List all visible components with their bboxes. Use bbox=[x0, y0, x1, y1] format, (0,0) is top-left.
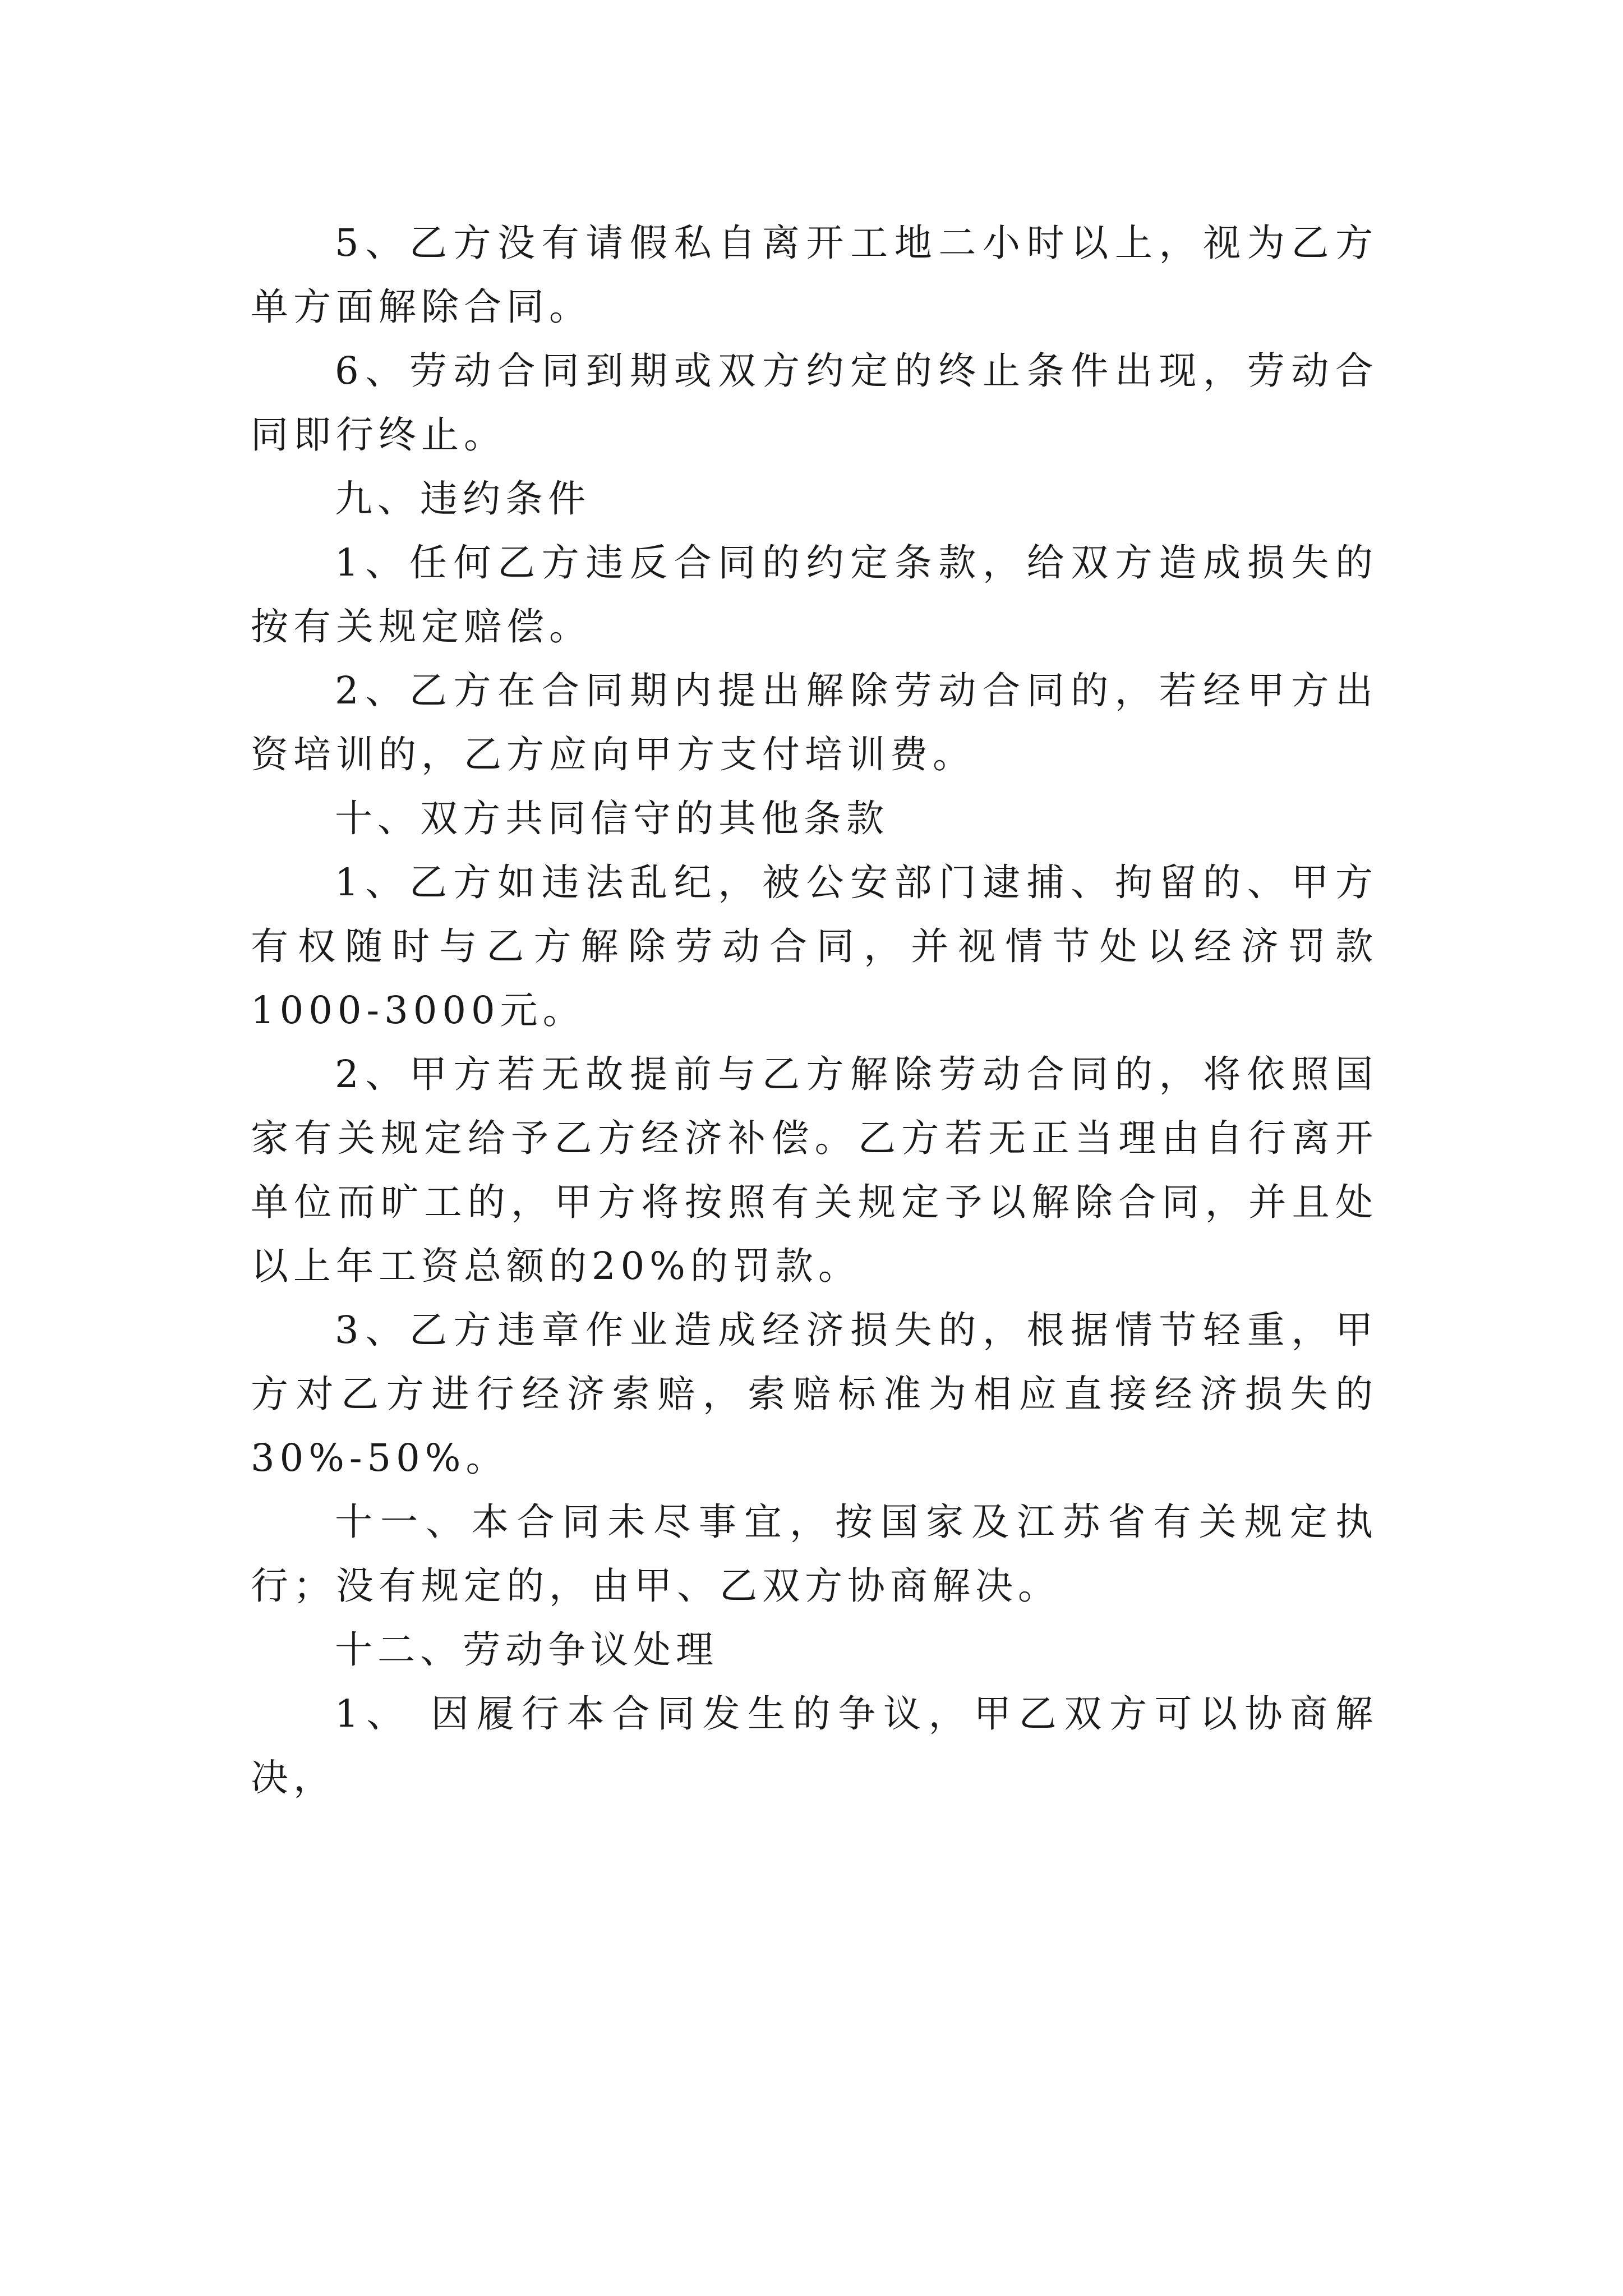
section-10-clause-1: 1、乙方如违法乱纪，被公安部门逮捕、拘留的、甲方有权随时与乙方解除劳动合同，并视情节处以经济罚款1000-3000元。 bbox=[251, 861, 1378, 1032]
section-9-clause-1: 1、任何乙方违反合同的约定条款，给双方造成损失的按有关规定赔偿。 bbox=[251, 541, 1378, 648]
section-9-heading: 九、违约条件 bbox=[335, 477, 591, 521]
clause-6-contract-expiry: 6、劳动合同到期或双方约定的终止条件出现，劳动合同即行终止。 bbox=[251, 349, 1378, 457]
section-10-heading: 十、双方共同信守的其他条款 bbox=[335, 797, 889, 840]
section-11-text: 十一、本合同未尽事宜，按国家及江苏省有关规定执行；没有规定的，由甲、乙双方协商解决。 bbox=[251, 1500, 1378, 1608]
section-9-clause-2: 2、乙方在合同期内提出解除劳动合同的，若经甲方出资培训的，乙方应向甲方支付培训费。 bbox=[251, 669, 1378, 776]
clause-5-self-leave: 5、乙方没有请假私自离开工地二小时以上，视为乙方单方面解除合同。 bbox=[251, 221, 1378, 329]
section-10-clause-2: 2、甲方若无故提前与乙方解除劳动合同的，将依照国家有关规定给予乙方经济补偿。乙方若无正当理由自行离开单位而旷工的，甲方将按照有关规定予以解除合同，并且处以上年工资总额的20%的罚款。 bbox=[251, 1052, 1378, 1288]
section-10-clause-3: 3、乙方违章作业造成经济损失的，根据情节轻重，甲方对乙方进行经济索赔，索赔标准为相应直接经济损失的30%-50%。 bbox=[251, 1308, 1378, 1480]
section-12-heading: 十二、劳动争议处理 bbox=[335, 1628, 718, 1672]
section-12-clause-1: 1、 因履行本合同发生的争议，甲乙双方可以协商解决， bbox=[251, 1692, 1378, 1800]
document-page bbox=[251, 211, 1378, 1810]
